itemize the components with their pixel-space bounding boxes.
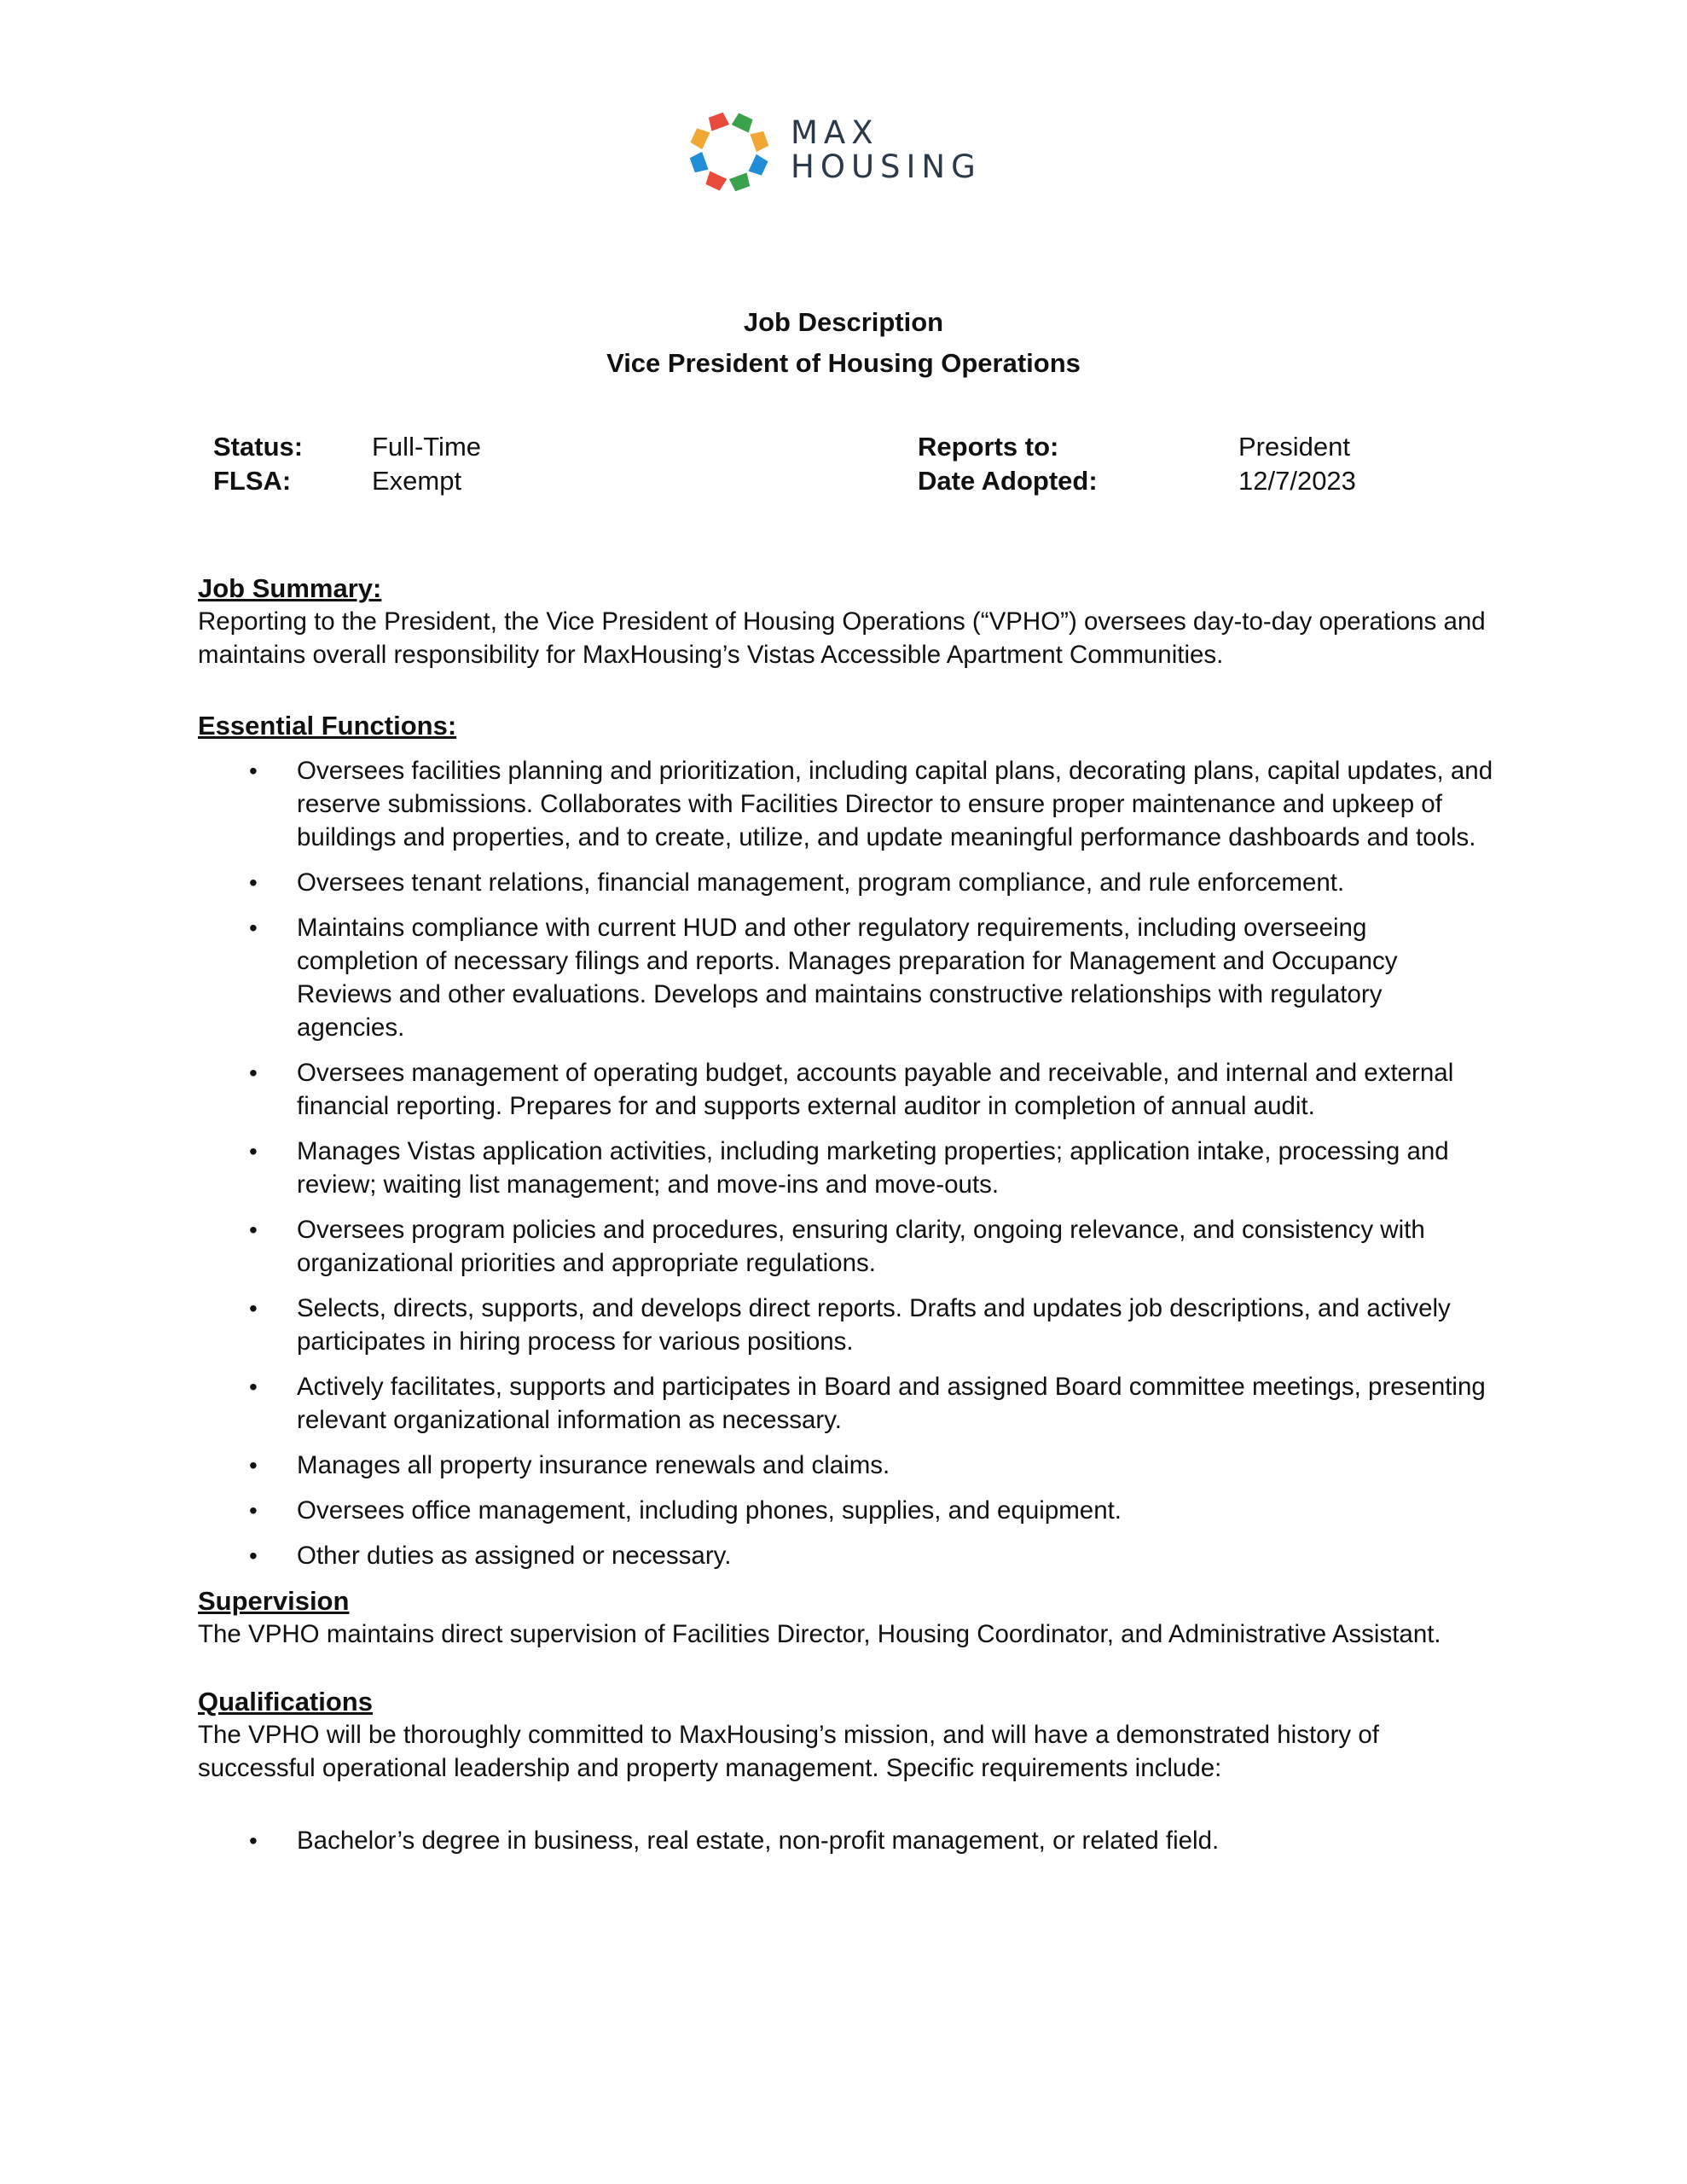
job-summary-heading: Job Summary: [198,573,382,603]
meta-status-value-block [372,430,481,498]
document-subtitle: Vice President of Housing Operations [606,348,1081,378]
list-item: • Maintains compliance with current HUD and other regulatory requirements, including overseeing completion of necessary filings and reports. Manages preparation for Management and Occupancy Reviews and other evaluations. Develops and maintains constructive relationships with regulatory agencies. [198,911,1494,1044]
qualifications-text: The VPHO will be thoroughly committed to MaxHousing’s mission, and will have a demonstrated history of successful operational leadership and property management. Specific requirements include: [198,1721,1379,1782]
bullet-icon: • [249,758,258,784]
bullet-icon: • [249,1060,258,1086]
reports-to-value: President [1238,432,1350,462]
logo-mark-icon [678,101,780,203]
bullet-icon: • [249,1217,258,1243]
list-item: • Oversees tenant relations, financial management, program compliance, and rule enforcement. [198,866,1494,899]
bullet-icon: • [249,1452,258,1478]
status-label: Status: [213,432,304,462]
bullet-icon: • [249,1497,258,1524]
bullet-icon: • [249,1542,258,1569]
list-item: • Other duties as assigned or necessary. [198,1539,1494,1572]
bullet-icon: • [249,915,258,941]
list-item: • Oversees facilities planning and prioritization, including capital plans, decorating plans, capital updates, and reserve submissions. Collaborates with Facilities Director to ensure proper maintenance and upkeep of buildings and properties, and to create, utilize, and update meaningful performance dashboards and tools. [198,754,1494,854]
logo-line-1: MAX [791,114,879,151]
bullet-icon: • [249,1374,258,1400]
document-title: Job Description [743,307,944,337]
job-summary-text: Reporting to the President, the Vice President of Housing Operations (“VPHO”) oversees day-to-day operations and maintains overall responsibility for MaxHousing’s Vistas Accessible Apartment Communities. [198,607,1486,669]
bullet-icon: • [249,1138,258,1165]
meta-status-label-block [213,430,303,498]
qualifications-heading: Qualifications [198,1687,373,1716]
list-item: • Manages Vistas application activities, including marketing properties; application intake, processing and review; waiting list management; and move-ins and move-outs. [198,1135,1494,1201]
flsa-value: Exempt [372,466,462,496]
meta-reports-label-block [918,430,1098,498]
bullet-icon: • [249,1827,258,1854]
date-adopted-label: Date Adopted: [918,466,1098,496]
list-item: • Oversees office management, including phones, supplies, and equipment. [198,1494,1494,1527]
meta-reports-value-block [1238,430,1356,498]
bullet-icon: • [249,869,258,896]
supervision-heading: Supervision [198,1586,350,1616]
flsa-label: FLSA: [213,466,292,496]
logo-wordmark [791,116,982,184]
essential-functions-list [198,754,1494,1572]
logo-line-2: HOUSING [791,148,982,185]
supervision-text: The VPHO maintains direct supervision of Facilities Director, Housing Coordinator, and Administrative Assistant. [198,1620,1441,1648]
max-housing-logo [678,101,1011,212]
list-item: • Manages all property insurance renewals and claims. [198,1449,1494,1482]
list-item: • Oversees program policies and procedures, ensuring clarity, ongoing relevance, and consistency with organizational priorities and appropriate regulations. [198,1213,1494,1280]
status-value: Full-Time [372,432,482,462]
bullet-icon: • [249,1295,258,1321]
date-adopted-value: 12/7/2023 [1238,466,1356,496]
list-item: • Bachelor’s degree in business, real estate, non-profit management, or related field. [198,1824,1494,1857]
list-item: • Oversees management of operating budget, accounts payable and receivable, and internal and external financial reporting. Prepares for and supports external auditor in completion of annual audit. [198,1056,1494,1123]
essential-functions-heading: Essential Functions: [198,711,457,741]
list-item: • Selects, directs, supports, and develops direct reports. Drafts and updates job descriptions, and actively participates in hiring process for various positions. [198,1292,1494,1358]
document-body [198,572,1494,1869]
qualifications-list [198,1824,1494,1857]
reports-to-label: Reports to: [918,432,1059,462]
list-item: • Actively facilitates, supports and participates in Board and assigned Board committee meetings, presenting relevant organizational information as necessary. [198,1370,1494,1437]
